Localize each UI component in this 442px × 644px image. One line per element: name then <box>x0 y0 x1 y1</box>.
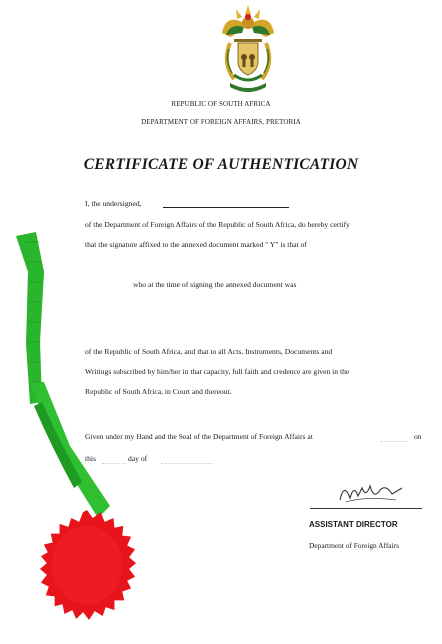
undersigned-name-line <box>163 207 289 208</box>
body-para2-line3: Republic of South Africa, in Court and thereout. <box>85 387 232 396</box>
country-name: REPUBLIC OF SOUTH AFRICA <box>171 100 271 108</box>
signatory-title: ASSISTANT DIRECTOR <box>309 520 398 529</box>
body-line-signing: who at the time of signing the annexed document was <box>133 280 297 289</box>
place-blank <box>381 433 407 442</box>
signatory-department: Department of Foreign Affairs <box>309 541 399 550</box>
red-wax-seal-icon <box>38 508 136 626</box>
body-line-signature: that the signature affixed to the annexed document marked " Y" is that of <box>85 240 307 249</box>
body-line-certify: of the Department of Foreign Affairs of the Republic of South Africa, do hereby certify <box>85 220 350 229</box>
certificate-title: CERTIFICATE OF AUTHENTICATION <box>83 156 359 173</box>
on-word: on <box>414 432 422 441</box>
this-word: this <box>85 454 96 463</box>
undersigned-label: I, the undersigned, <box>85 199 142 208</box>
coat-of-arms-icon <box>216 3 280 95</box>
signature-line <box>310 508 422 509</box>
body-para2-line1: of the Republic of South Africa, and that to all Acts, Instruments, Documents and <box>85 347 333 356</box>
day-of-word: day of <box>128 454 148 463</box>
body-para2-line2: Writings subscribed by him/her in that capacity, full faith and credence are given in the <box>85 367 350 376</box>
given-under-hand-line: Given under my Hand and the Seal of the Department of Foreign Affairs at <box>85 432 313 441</box>
month-blank <box>161 455 213 464</box>
handwritten-signature-icon <box>336 478 406 506</box>
department-heading: DEPARTMENT OF FOREIGN AFFAIRS, PRETORIA <box>141 118 301 126</box>
